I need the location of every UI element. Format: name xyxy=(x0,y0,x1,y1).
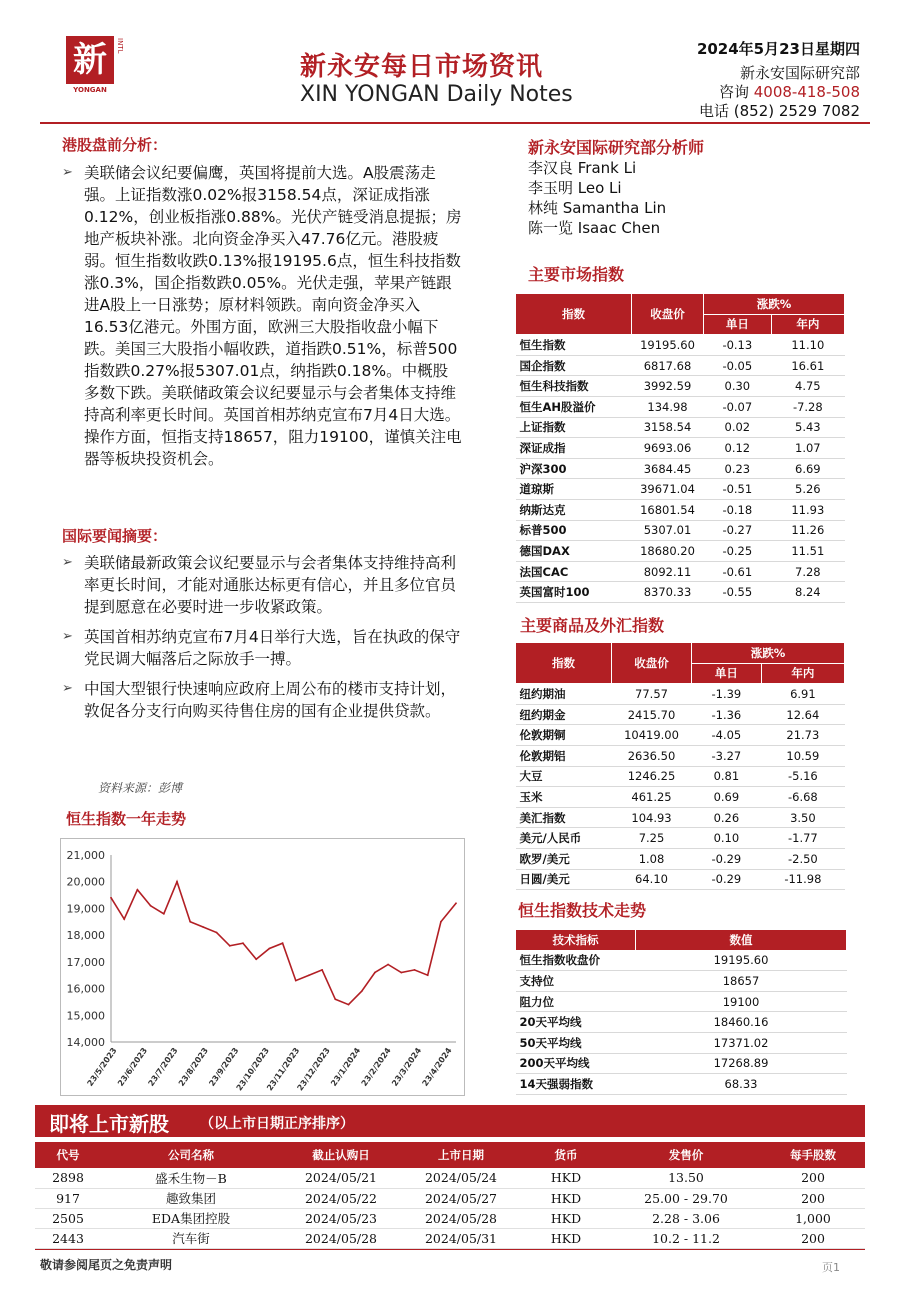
col-header-change: 涨跌% xyxy=(692,643,845,664)
ipo-table xyxy=(35,1142,865,1249)
y-tick-label: 19,000 xyxy=(66,902,105,916)
hsi-data-point xyxy=(282,942,284,944)
hsi-chart xyxy=(60,838,465,1096)
market-index-row xyxy=(516,561,845,582)
company-logo xyxy=(66,36,114,98)
x-tick-label: 23/9/2023 xyxy=(207,1045,241,1088)
col-header-currency: 货币 xyxy=(521,1142,611,1168)
hsi-data-point xyxy=(176,881,178,883)
hsi-data-point xyxy=(255,958,257,960)
hsi-data-point xyxy=(150,905,152,907)
brand-name-cn: 新永安每日市场资讯 xyxy=(300,52,544,82)
table-cell: 2024/05/31 xyxy=(401,1228,521,1248)
commodities-title: 主要商品及外汇指数 xyxy=(520,616,665,635)
hk-analysis-section xyxy=(62,162,462,470)
table-cell: -0.55 xyxy=(704,582,772,603)
table-cell: 2024/05/24 xyxy=(401,1168,521,1188)
table-cell: 17371.02 xyxy=(636,1032,847,1053)
table-cell: -0.25 xyxy=(704,541,772,562)
table-cell: 20天平均线 xyxy=(516,1012,636,1033)
table-cell: 3.50 xyxy=(761,807,844,828)
table-cell: 1,000 xyxy=(761,1208,865,1228)
table-cell: -0.05 xyxy=(704,355,772,376)
table-cell: 汽车街 xyxy=(101,1228,281,1248)
phone-number: (852) 2529 7082 xyxy=(733,102,860,120)
table-cell: 1.08 xyxy=(612,848,692,869)
table-cell: -6.68 xyxy=(761,787,844,808)
table-cell: 5.26 xyxy=(771,479,844,500)
phone-line xyxy=(699,100,860,121)
table-cell: 深证成指 xyxy=(516,438,632,459)
market-indices-title: 主要市场指数 xyxy=(528,265,625,284)
table-cell: 3684.45 xyxy=(632,458,704,479)
table-cell: 2636.50 xyxy=(612,745,692,766)
ipo-row xyxy=(35,1188,865,1208)
table-cell: 法国CAC xyxy=(516,561,632,582)
table-cell: 0.30 xyxy=(704,376,772,397)
commodity-row xyxy=(516,807,845,828)
market-index-row xyxy=(516,438,845,459)
table-cell: 21.73 xyxy=(761,725,844,746)
table-cell: 11.26 xyxy=(771,520,844,541)
table-cell: 200 xyxy=(761,1168,865,1188)
commodity-row xyxy=(516,745,845,766)
table-cell: 2415.70 xyxy=(612,704,692,725)
table-cell: 9693.06 xyxy=(632,438,704,459)
table-cell: 17268.89 xyxy=(636,1053,847,1074)
table-cell: 104.93 xyxy=(612,807,692,828)
analysts-title: 新永安国际研究部分析师 xyxy=(528,138,705,157)
market-index-row xyxy=(516,479,845,500)
hsi-data-point xyxy=(414,969,416,971)
table-cell: 美汇指数 xyxy=(516,807,612,828)
table-cell: -11.98 xyxy=(761,869,844,890)
col-header-ytd: 年内 xyxy=(771,314,844,335)
table-cell: -1.77 xyxy=(761,828,844,849)
table-cell: 盛禾生物－B xyxy=(101,1168,281,1188)
arrow-bullet-icon: ➢ xyxy=(62,629,73,644)
col-header-index: 指数 xyxy=(516,294,632,335)
logo-intl-text: INTL xyxy=(116,38,124,54)
table-cell: 沪深300 xyxy=(516,458,632,479)
market-indices-table xyxy=(515,293,845,603)
technical-title: 恒生指数技术走势 xyxy=(518,901,647,920)
market-index-row xyxy=(516,355,845,376)
table-cell: 200 xyxy=(761,1188,865,1208)
table-cell: 10419.00 xyxy=(612,725,692,746)
table-cell: 伦敦期铜 xyxy=(516,725,612,746)
hsi-data-point xyxy=(189,921,191,923)
x-tick-label: 23/12/2023 xyxy=(295,1045,332,1093)
table-cell: 阻力位 xyxy=(516,991,636,1012)
consult-line xyxy=(719,81,860,102)
table-cell: 0.02 xyxy=(704,417,772,438)
table-cell: 10.2 - 11.2 xyxy=(611,1228,761,1248)
col-header-close: 收盘价 xyxy=(632,294,704,335)
table-cell: -0.29 xyxy=(692,848,762,869)
table-cell: 上证指数 xyxy=(516,417,632,438)
table-cell: -7.28 xyxy=(771,396,844,417)
col-header-ytd: 年内 xyxy=(761,663,844,684)
table-cell: 64.10 xyxy=(612,869,692,890)
commodity-row xyxy=(516,766,845,787)
brand-name-en: XIN YONGAN Daily Notes xyxy=(300,82,573,107)
table-cell: 7.28 xyxy=(771,561,844,582)
intl-news-title: 国际要闻摘要： xyxy=(62,527,168,545)
table-cell: 6.91 xyxy=(761,684,844,705)
news-item: ➢ 英国首相苏纳克宣布7月4日举行大选，旨在执政的保守党民调大幅落后之际放手一搏。 xyxy=(62,628,461,668)
table-cell: 0.23 xyxy=(704,458,772,479)
table-cell: 2024/05/23 xyxy=(281,1208,401,1228)
hsi-data-point xyxy=(455,902,457,904)
table-cell: HKD xyxy=(521,1168,611,1188)
table-cell: 200 xyxy=(761,1228,865,1248)
arrow-bullet-icon: ➢ xyxy=(62,165,73,180)
table-cell: 日圆/美元 xyxy=(516,869,612,890)
table-cell: 8092.11 xyxy=(632,561,704,582)
col-header-day: 单日 xyxy=(692,663,762,684)
market-index-row xyxy=(516,335,845,356)
table-cell: 16801.54 xyxy=(632,499,704,520)
col-header-value: 数值 xyxy=(636,930,847,951)
table-cell: 恒生AH股溢价 xyxy=(516,396,632,417)
hsi-data-point xyxy=(361,990,363,992)
table-cell: 12.64 xyxy=(761,704,844,725)
table-cell: 200天平均线 xyxy=(516,1053,636,1074)
table-cell: -0.07 xyxy=(704,396,772,417)
ipo-title: 即将上市新股 xyxy=(49,1112,169,1136)
table-cell: 恒生指数 xyxy=(516,335,632,356)
logo-mark: 新 xyxy=(66,36,114,84)
table-cell: 美元/人民币 xyxy=(516,828,612,849)
table-cell: 0.26 xyxy=(692,807,762,828)
table-cell: -1.36 xyxy=(692,704,762,725)
y-tick-label: 21,000 xyxy=(66,849,105,862)
analyst-name: 李玉明 Leo Li xyxy=(528,179,622,197)
y-tick-label: 18,000 xyxy=(66,929,105,943)
table-cell: -3.27 xyxy=(692,745,762,766)
commodity-row xyxy=(516,725,845,746)
analyst-name: 林纯 Samantha Lin xyxy=(528,199,667,217)
table-cell: -0.29 xyxy=(692,869,762,890)
table-cell: 16.61 xyxy=(771,355,844,376)
commodity-row xyxy=(516,787,845,808)
table-cell: 2024/05/28 xyxy=(281,1228,401,1248)
table-cell: 77.57 xyxy=(612,684,692,705)
table-cell: 道琼斯 xyxy=(516,479,632,500)
table-cell: 恒生科技指数 xyxy=(516,376,632,397)
department-name: 新永安国际研究部 xyxy=(739,64,860,82)
table-cell: -0.51 xyxy=(704,479,772,500)
table-cell: 5307.01 xyxy=(632,520,704,541)
hsi-data-point xyxy=(400,972,402,974)
ipo-row xyxy=(35,1208,865,1228)
table-cell: 2024/05/22 xyxy=(281,1188,401,1208)
hsi-series-line xyxy=(111,882,456,1005)
technical-row xyxy=(516,1053,847,1074)
technical-row xyxy=(516,1012,847,1033)
technical-row xyxy=(516,1032,847,1053)
table-cell: 2443 xyxy=(35,1228,101,1248)
ipo-subtitle: （以上市日期正序排序） xyxy=(200,1116,354,1132)
table-cell: 18460.16 xyxy=(636,1012,847,1033)
commodities-table xyxy=(515,642,845,890)
page-number: 页1 xyxy=(822,1261,840,1274)
table-cell: 6817.68 xyxy=(632,355,704,376)
market-index-row xyxy=(516,541,845,562)
table-cell: 欧罗/美元 xyxy=(516,848,612,869)
news-item: ➢ 美联储最新政策会议纪要显示与会者集体支持维持高利率更长时间，才能对通胀达标更有信心，并且多位官员提到愿意在必要时进一步收紧政策。 xyxy=(62,554,457,616)
table-cell: HKD xyxy=(521,1228,611,1248)
technical-row xyxy=(516,950,847,971)
table-cell: 39671.04 xyxy=(632,479,704,500)
x-tick-label: 23/6/2023 xyxy=(116,1045,150,1088)
table-cell: 恒生指数收盘价 xyxy=(516,950,636,971)
consult-number: 4008-418-508 xyxy=(753,83,860,101)
table-cell: 2024/05/28 xyxy=(401,1208,521,1228)
table-cell: 50天平均线 xyxy=(516,1032,636,1053)
commodity-row xyxy=(516,684,845,705)
table-cell: 2024/05/27 xyxy=(401,1188,521,1208)
table-cell: 13.50 xyxy=(611,1168,761,1188)
hsi-data-point xyxy=(295,980,297,982)
table-cell: 25.00 - 29.70 xyxy=(611,1188,761,1208)
hsi-data-point xyxy=(216,932,218,934)
col-header-company: 公司名称 xyxy=(101,1142,281,1168)
hsi-data-point xyxy=(268,948,270,950)
table-cell: 11.10 xyxy=(771,335,844,356)
col-header-indicator: 技术指标 xyxy=(516,930,636,951)
table-cell: 0.10 xyxy=(692,828,762,849)
table-cell: 2024/05/21 xyxy=(281,1168,401,1188)
market-index-row xyxy=(516,458,845,479)
table-cell: 1.07 xyxy=(771,438,844,459)
table-cell: 8370.33 xyxy=(632,582,704,603)
table-cell: -0.61 xyxy=(704,561,772,582)
table-cell: 趣致集团 xyxy=(101,1188,281,1208)
table-cell: 纽约期油 xyxy=(516,684,612,705)
x-tick-label: 23/5/2023 xyxy=(85,1045,119,1088)
table-cell: 1246.25 xyxy=(612,766,692,787)
hsi-data-point xyxy=(374,972,376,974)
col-header-listing-date: 上市日期 xyxy=(401,1142,521,1168)
table-cell: 大豆 xyxy=(516,766,612,787)
hsi-data-point xyxy=(321,969,323,971)
table-cell: 玉米 xyxy=(516,787,612,808)
hsi-data-point xyxy=(440,921,442,923)
hsi-data-point xyxy=(110,897,112,899)
x-tick-label: 23/10/2023 xyxy=(234,1045,271,1093)
table-cell: 标普500 xyxy=(516,520,632,541)
hsi-data-point xyxy=(123,918,125,920)
y-tick-label: 16,000 xyxy=(66,982,105,996)
table-cell: EDA集团控股 xyxy=(101,1208,281,1228)
table-cell: -0.18 xyxy=(704,499,772,520)
hsi-data-point xyxy=(163,913,165,915)
table-cell: 8.24 xyxy=(771,582,844,603)
table-cell: 14天强弱指数 xyxy=(516,1074,636,1095)
table-cell: 18680.20 xyxy=(632,541,704,562)
table-cell: 0.12 xyxy=(704,438,772,459)
table-cell: 3992.59 xyxy=(632,376,704,397)
table-cell: 19100 xyxy=(636,991,847,1012)
analyst-name: 李汉良 Frank Li xyxy=(528,159,637,177)
table-cell: 纽约期金 xyxy=(516,704,612,725)
table-cell: -2.50 xyxy=(761,848,844,869)
x-tick-label: 23/11/2023 xyxy=(265,1045,302,1093)
commodity-row xyxy=(516,828,845,849)
table-cell: 19195.60 xyxy=(636,950,847,971)
hsi-data-point xyxy=(136,889,138,891)
table-cell: 7.25 xyxy=(612,828,692,849)
y-tick-label: 14,000 xyxy=(66,1036,105,1049)
table-cell: 11.51 xyxy=(771,541,844,562)
commodity-row xyxy=(516,704,845,725)
market-index-row xyxy=(516,396,845,417)
col-header-offer-price: 发售价 xyxy=(611,1142,761,1168)
market-index-row xyxy=(516,582,845,603)
analysts-list xyxy=(528,158,666,238)
hsi-data-point xyxy=(387,964,389,966)
table-cell: HKD xyxy=(521,1188,611,1208)
hk-analysis-title: 港股盘前分析： xyxy=(62,136,168,154)
table-cell: 461.25 xyxy=(612,787,692,808)
hsi-data-point xyxy=(348,1004,350,1006)
logo-yongan-text: YONGAN xyxy=(73,86,107,94)
commodity-row xyxy=(516,848,845,869)
x-tick-label: 23/4/2024 xyxy=(420,1045,454,1088)
hsi-data-point xyxy=(427,974,429,976)
hsi-line-chart xyxy=(61,839,466,1097)
ipo-banner xyxy=(35,1105,865,1137)
commodity-row xyxy=(516,869,845,890)
table-cell: 德国DAX xyxy=(516,541,632,562)
y-tick-label: 15,000 xyxy=(66,1009,105,1023)
consult-label: 咨询 xyxy=(718,83,749,101)
table-cell: 英国富时100 xyxy=(516,582,632,603)
table-cell: -0.27 xyxy=(704,520,772,541)
table-cell: 5.43 xyxy=(771,417,844,438)
hsi-data-point xyxy=(242,942,244,944)
col-header-sub-deadline: 截止认购日 xyxy=(281,1142,401,1168)
col-header-day: 单日 xyxy=(704,314,772,335)
disclaimer-note: 敬请参阅尾页之免责声明 xyxy=(40,1258,173,1272)
col-header-index: 指数 xyxy=(516,643,612,684)
table-cell: 18657 xyxy=(636,971,847,992)
phone-label: 电话 xyxy=(698,102,729,120)
hsi-data-point xyxy=(229,945,231,947)
intl-news-section xyxy=(62,552,462,730)
market-index-row xyxy=(516,376,845,397)
table-cell: 4.75 xyxy=(771,376,844,397)
ipo-row xyxy=(35,1228,865,1248)
table-cell: -0.13 xyxy=(704,335,772,356)
chart-title: 恒生指数一年走势 xyxy=(66,810,187,828)
table-cell: 917 xyxy=(35,1188,101,1208)
hk-analysis-text: 美联储会议纪要偏鹰，英国将提前大选。A股震荡走强。上证指数涨0.02%报3158.54点，深证成指涨0.12%，创业板指涨0.88%。光伏产链受消息提振；房地产板块补涨。北向资金净买入47.76亿元。港股疲弱。恒生指数收跌0.13%报19195.6点，恒生科技指数涨0.3%，国企指数跌0.05%。光伏走强，苹果产链跟进A股上一日涨势；原材料领跌。南向资金净买入16.53亿港元。外围方面，欧洲三大股指收盘小幅下跌。美国三大股指小幅收跌，道指跌0.51%，标普500指数跌0.27%报5307.01点，纳指跌0.18%。中概股多数下跌。美联储政策会议纪要显示与会者集体支持维持高利率更长时间。英国首相苏纳克宣布7月4日大选。操作方面，恒指支持18657，阻力19100，谨慎关注电器等板块投资机会。 xyxy=(84,164,462,468)
ipo-row xyxy=(35,1168,865,1188)
technical-row xyxy=(516,1074,847,1095)
hsi-data-point xyxy=(202,926,204,928)
table-cell: 3158.54 xyxy=(632,417,704,438)
x-tick-label: 23/2/2024 xyxy=(359,1045,393,1088)
market-index-row xyxy=(516,499,845,520)
table-cell: -5.16 xyxy=(761,766,844,787)
table-cell: 纳斯达克 xyxy=(516,499,632,520)
col-header-code: 代号 xyxy=(35,1142,101,1168)
table-cell: 伦敦期铝 xyxy=(516,745,612,766)
footer-divider xyxy=(35,1249,865,1250)
report-date: 2024年5月23日星期四 xyxy=(696,40,860,58)
x-tick-label: 23/7/2023 xyxy=(146,1045,180,1088)
table-cell: HKD xyxy=(521,1208,611,1228)
arrow-bullet-icon: ➢ xyxy=(62,681,73,696)
technical-row xyxy=(516,991,847,1012)
x-tick-label: 23/3/2024 xyxy=(390,1045,424,1088)
technical-row xyxy=(516,971,847,992)
col-header-lot-size: 每手股数 xyxy=(761,1142,865,1168)
market-index-row xyxy=(516,417,845,438)
table-cell: 19195.60 xyxy=(632,335,704,356)
hsi-data-point xyxy=(334,998,336,1000)
market-index-row xyxy=(516,520,845,541)
table-cell: -4.05 xyxy=(692,725,762,746)
analyst-name: 陈一览 Isaac Chen xyxy=(528,219,661,237)
table-cell: 国企指数 xyxy=(516,355,632,376)
col-header-change: 涨跌% xyxy=(704,294,845,315)
table-cell: 0.69 xyxy=(692,787,762,808)
table-cell: 2898 xyxy=(35,1168,101,1188)
table-cell: -1.39 xyxy=(692,684,762,705)
x-tick-label: 23/1/2024 xyxy=(329,1045,363,1088)
table-cell: 2.28 - 3.06 xyxy=(611,1208,761,1228)
x-tick-label: 23/8/2023 xyxy=(176,1045,211,1088)
technical-table xyxy=(515,929,847,1095)
col-header-close: 收盘价 xyxy=(612,643,692,684)
table-cell: 10.59 xyxy=(761,745,844,766)
table-cell: 支持位 xyxy=(516,971,636,992)
news-item: ➢ 中国大型银行快速响应政府上周公布的楼市支持计划，敦促各分支行向购买待售住房的国有企业提供贷款。 xyxy=(62,680,457,720)
arrow-bullet-icon: ➢ xyxy=(62,555,73,570)
y-tick-label: 20,000 xyxy=(66,875,105,889)
source-note: 资料来源：彭博 xyxy=(98,781,183,795)
hsi-data-point xyxy=(308,974,310,976)
table-cell: 134.98 xyxy=(632,396,704,417)
y-tick-label: 17,000 xyxy=(66,955,105,969)
table-cell: 6.69 xyxy=(771,458,844,479)
table-cell: 11.93 xyxy=(771,499,844,520)
table-cell: 68.33 xyxy=(636,1074,847,1095)
table-cell: 2505 xyxy=(35,1208,101,1228)
table-cell: 0.81 xyxy=(692,766,762,787)
header-divider xyxy=(40,122,870,124)
